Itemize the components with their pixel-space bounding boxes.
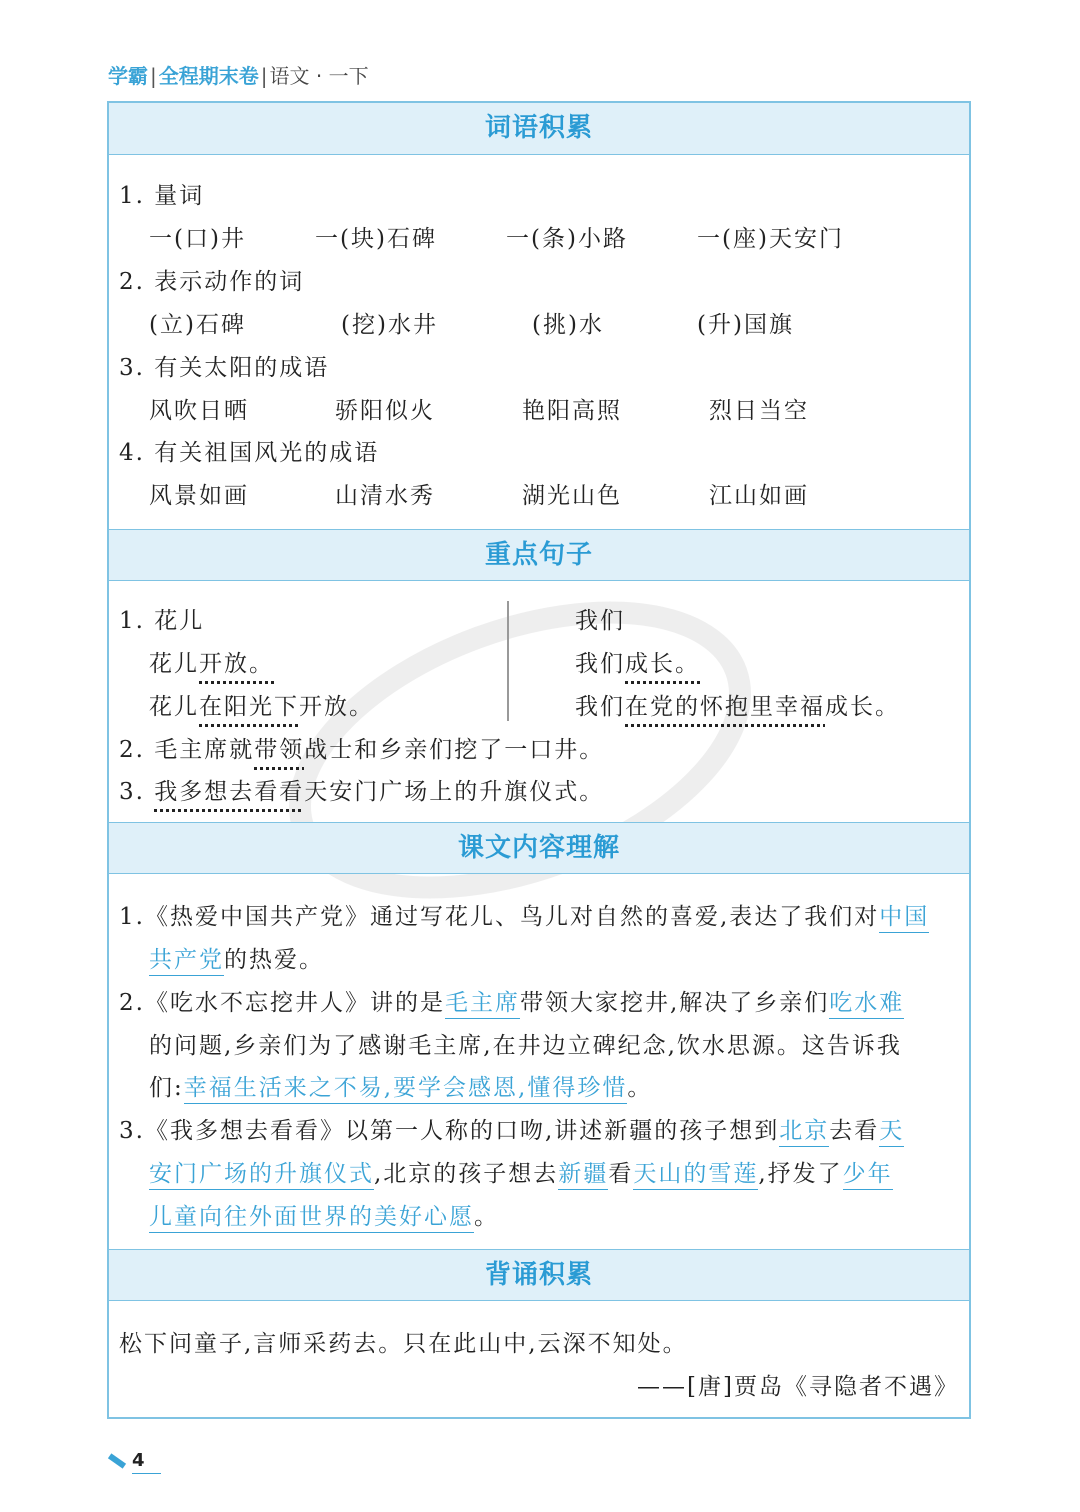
sentence-2: 2. 毛主席就带领战士和乡亲们挖了一口井。 <box>119 737 605 763</box>
vocab-item: 艳阳高照 <box>522 398 622 424</box>
vocab-item: 一(块)石碑 <box>315 226 437 252</box>
sentence-right-2: 我们成长。 <box>575 651 700 677</box>
section-title-vocab: 词语积累 <box>109 103 969 155</box>
comprehension-3-line-3: 儿童向往外面世界的美好心愿。 <box>149 1198 499 1231</box>
vocab-label-3: 3. 有关太阳的成语 <box>119 355 330 381</box>
poem-text: 松下问童子,言师采药去。只在此山中,云深不知处。 <box>119 1331 688 1357</box>
vocab-item: 风吹日晒 <box>149 398 249 424</box>
subject-name: 语文 · 一下 <box>269 64 369 88</box>
vocab-item: 骄阳似火 <box>335 398 435 424</box>
vocab-label-1: 1. 量词 <box>119 183 205 209</box>
pencil-icon <box>108 1453 126 1468</box>
sentence-right-3: 我们在党的怀抱里幸福成长。 <box>575 694 900 720</box>
section-title-comprehension: 课文内容理解 <box>109 822 969 874</box>
comprehension-2-line-1: 2.《吃水不忘挖井人》讲的是毛主席带领大家挖井,解决了乡亲们吃水难 <box>119 984 904 1017</box>
page-footer <box>108 1450 161 1471</box>
vocab-item: 江山如画 <box>709 483 809 509</box>
section-title-sentences: 重点句子 <box>109 529 969 581</box>
section-title-recitation: 背诵积累 <box>109 1249 969 1301</box>
sentence-left-3: 花儿在阳光下开放。 <box>149 694 374 720</box>
running-header: 学霸 | 全程期末卷 | 语文 · 一下 <box>108 64 369 88</box>
sentence-3: 3. 我多想去看看天安门广场上的升旗仪式。 <box>119 779 605 805</box>
vocab-item: 一(条)小路 <box>506 226 628 252</box>
content-panel <box>107 101 971 1419</box>
sentence-right-1: 我们 <box>575 608 625 634</box>
vocab-label-4: 4. 有关祖国风光的成语 <box>119 440 380 466</box>
comprehension-1-line-2: 共产党的热爱。 <box>149 941 324 974</box>
vocab-item: (挑)水 <box>532 312 604 338</box>
vocab-item: 一(座)天安门 <box>697 226 844 252</box>
comprehension-3-line-1: 3.《我多想去看看》以第一人称的口吻,讲述新疆的孩子想到北京去看天 <box>119 1112 904 1145</box>
vocab-item: 一(口)井 <box>149 226 246 252</box>
brand-name: 学霸 <box>108 64 148 88</box>
vocab-item: 烈日当空 <box>709 398 809 424</box>
vocab-label-2: 2. 表示动作的词 <box>119 269 305 295</box>
vocab-item: (挖)水井 <box>341 312 438 338</box>
sentence-left-1: 1. 花儿 <box>119 608 205 634</box>
comprehension-2-line-3: 们:幸福生活来之不易,要学会感恩,懂得珍惜。 <box>149 1069 652 1102</box>
sentence-left-2: 花儿开放。 <box>149 651 274 677</box>
series-name: 全程期末卷 <box>158 64 259 88</box>
vocab-item: 风景如画 <box>149 483 249 509</box>
page-number: 4 <box>132 1450 161 1474</box>
comprehension-3-line-2: 安门广场的升旗仪式,北京的孩子想去新疆看天山的雪莲,抒发了少年 <box>149 1155 893 1188</box>
vocab-item: (立)石碑 <box>149 312 246 338</box>
vocab-item: (升)国旗 <box>697 312 794 338</box>
column-divider <box>507 601 509 721</box>
comprehension-2-line-2: 的问题,乡亲们为了感谢毛主席,在井边立碑纪念,饮水思源。这告诉我 <box>149 1033 902 1059</box>
vocab-item: 山清水秀 <box>335 483 435 509</box>
poem-attribution: ——[唐]贾岛《寻隐者不遇》 <box>637 1374 959 1400</box>
vocab-item: 湖光山色 <box>522 483 622 509</box>
comprehension-1-line-1: 1.《热爱中国共产党》通过写花儿、鸟儿对自然的喜爱,表达了我们对中国 <box>119 898 929 931</box>
